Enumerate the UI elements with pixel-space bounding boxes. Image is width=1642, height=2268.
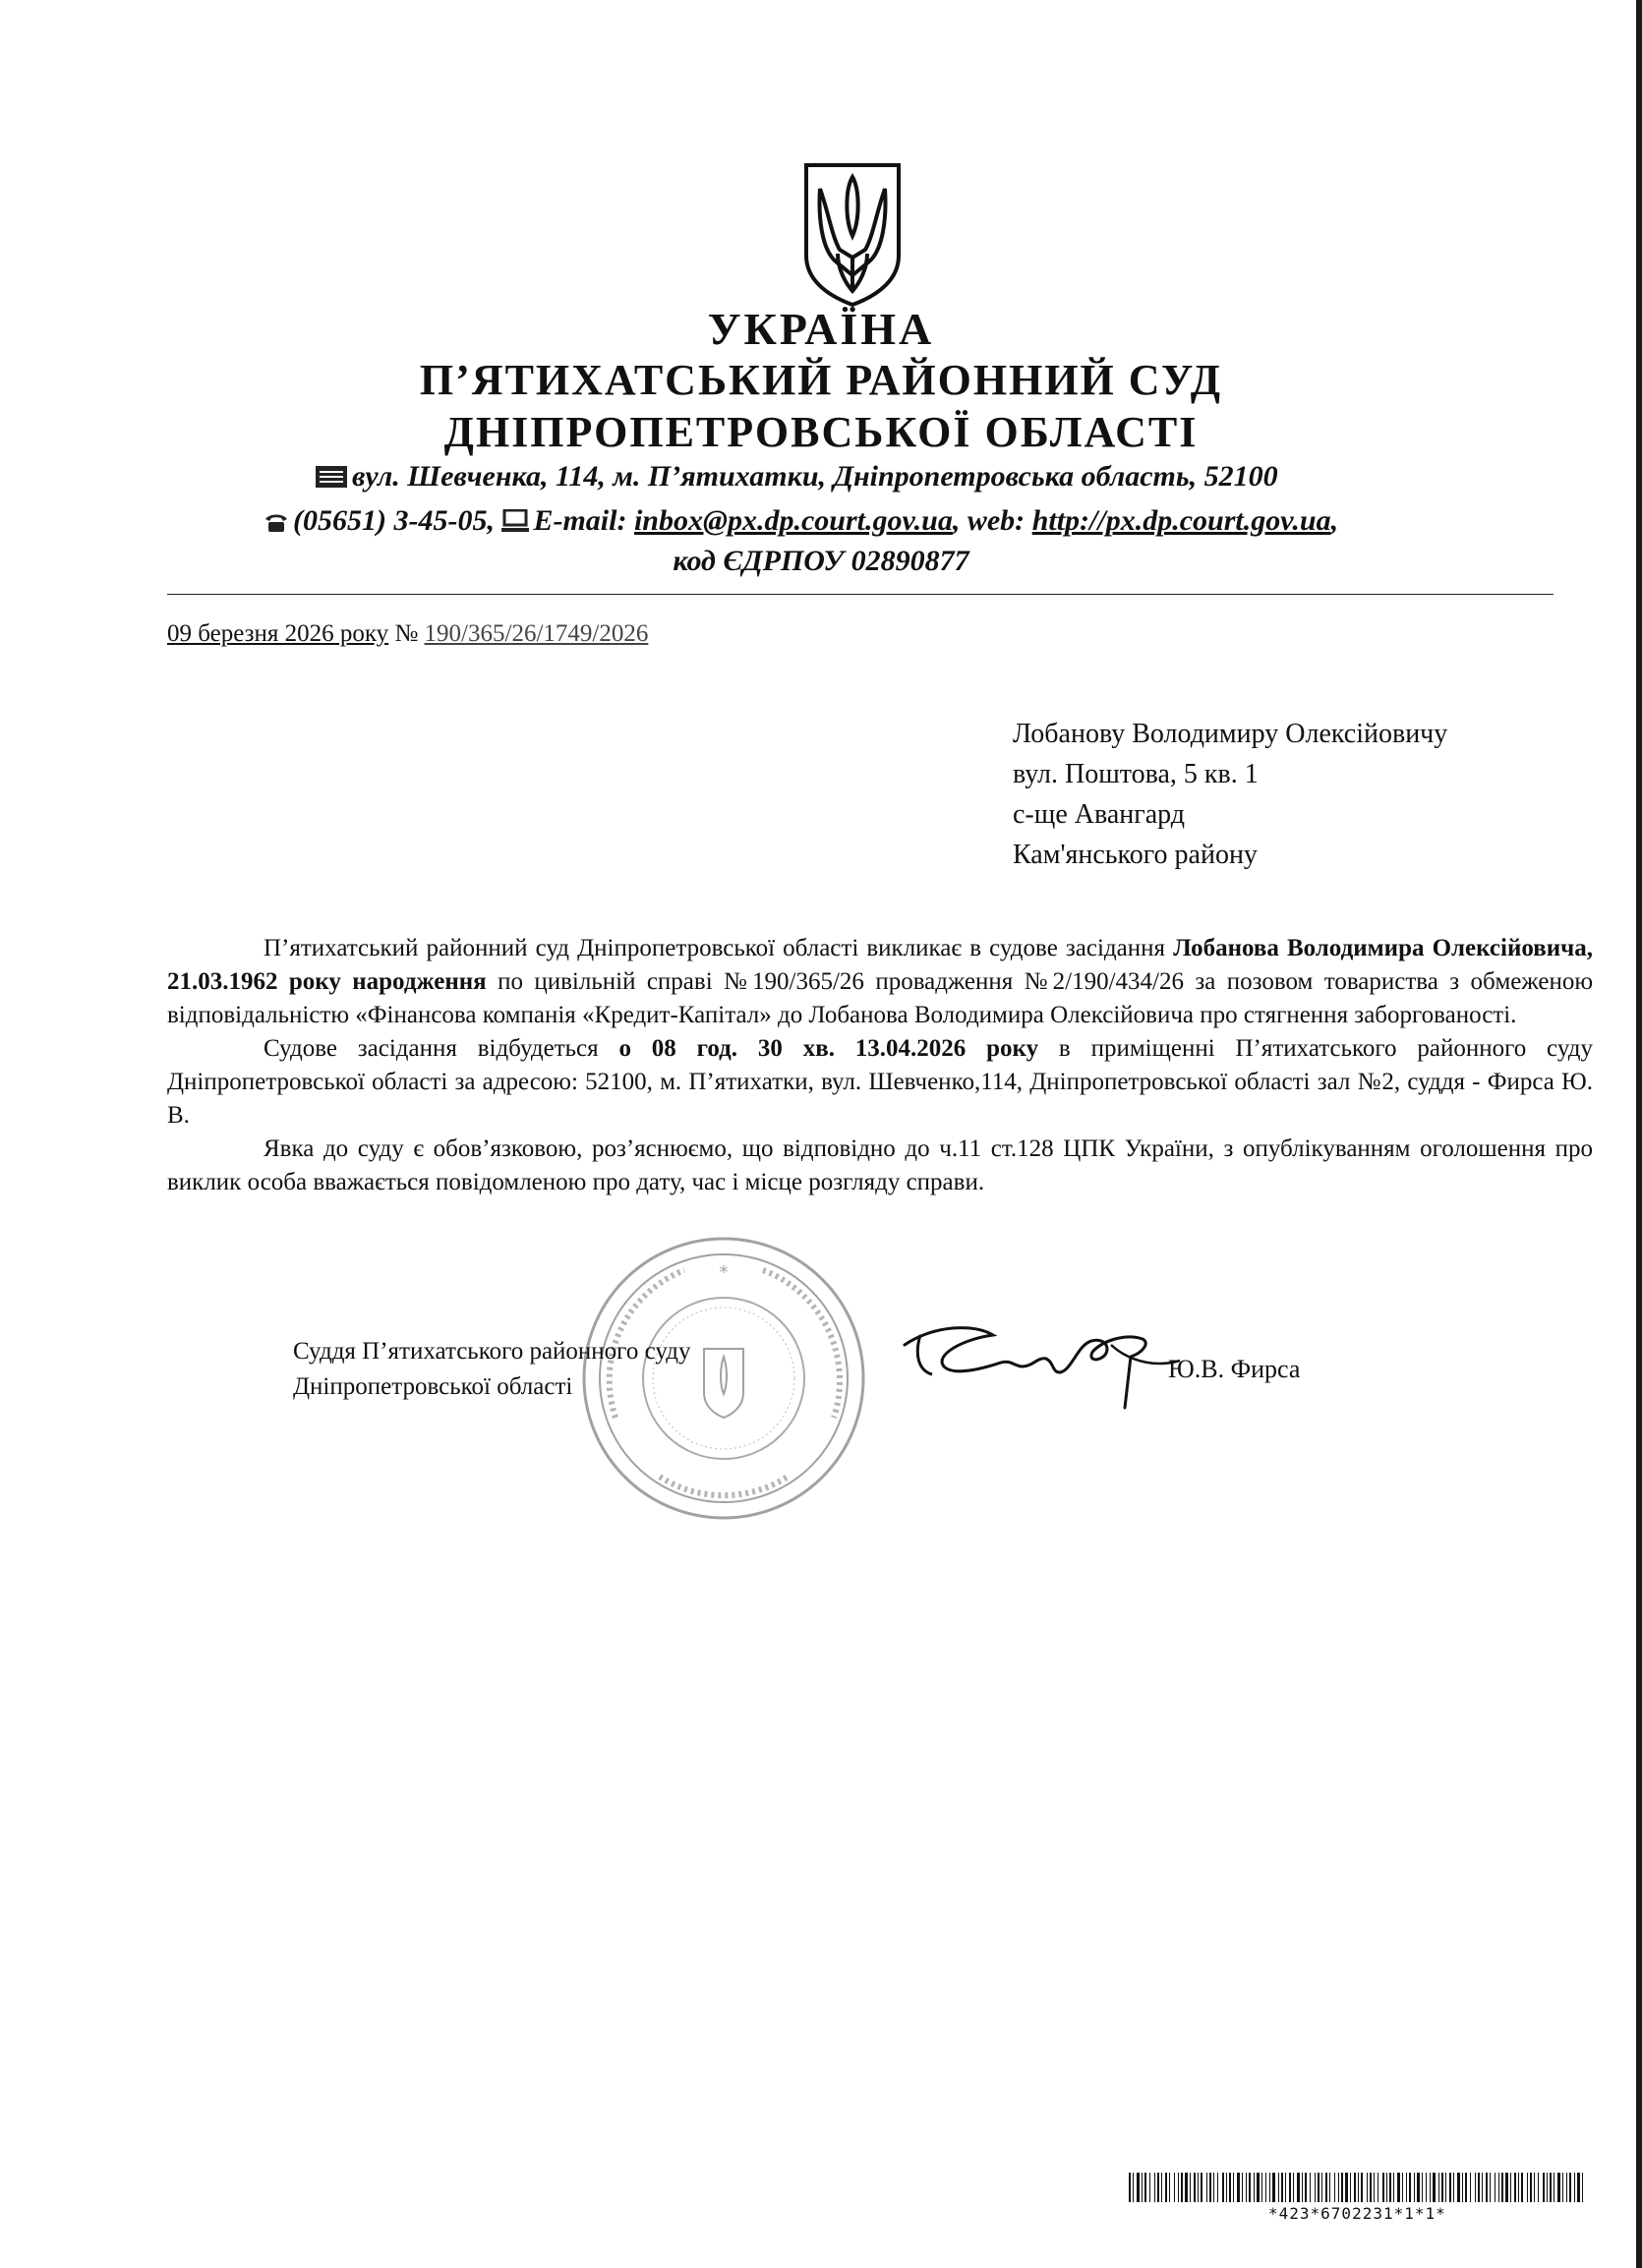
recipient-street: вул. Поштова, 5 кв. 1 [1013, 759, 1259, 789]
signatory-title [293, 1334, 690, 1405]
paragraph-summons [167, 932, 1593, 1032]
phone-icon [264, 511, 289, 533]
letter-body [167, 932, 1593, 1199]
paragraph-hearing-location: в приміщенні П’ятихатського районного суду Дніпропетровської області за адресою: 52100, м. П’ятихатки, вул. Шевченко,114, Дніпропетровської області зал №2, суддя - Фирса Ю. В. [167, 1035, 1593, 1129]
email-label: E-mail: [533, 504, 627, 537]
court-contacts [264, 506, 1338, 536]
web-link[interactable]: http://px.dp.court.gov.ua [1031, 504, 1331, 537]
recipient-district: Кам'янського району [1013, 840, 1258, 870]
web-tail: , [1330, 504, 1339, 537]
court-address [315, 462, 1278, 492]
hearing-datetime: о 08 год. 30 хв. 13.04.2026 року [618, 1035, 1039, 1062]
barcode-number: *423*6702231*1*1* [1268, 2204, 1446, 2223]
tryzub-icon [798, 159, 907, 309]
phone-number: (05651) 3-45-05, [293, 504, 495, 537]
signatory-name: Ю.В. Фирса [1168, 1355, 1301, 1383]
document-date: 09 березня 2026 року [167, 620, 389, 647]
paragraph-summons-text: П’ятихатський районний суд Дніпропетровської області викликає в судове засідання [264, 935, 1174, 961]
web-label: , web: [952, 504, 1026, 537]
court-name: П’ЯТИХАТСЬКИЙ РАЙОННИЙ СУД [419, 356, 1223, 404]
defendant-name: Лобанова Володимира Олексійовича, 21.03.1962 року народження [167, 935, 1593, 995]
signatory-title-line1: Суддя П’ятихатського районного суду [293, 1338, 691, 1365]
recipient-settlement: с-ще Авангард [1013, 799, 1186, 830]
barcode-icon [1129, 2173, 1583, 2202]
paragraph-attendance: Явка до суду є обов’язковою, роз’яснюємо, що відповідно до ч.11 ст.128 ЦПК України, з опублікуванням оголошення про виклик особа вважається повідомленою про дату, час і місце розгляду справи. [167, 1135, 1593, 1195]
paragraph-hearing-text: Судове засідання відбудеться [264, 1035, 619, 1062]
document-number: 190/365/26/1749/2026 [424, 620, 649, 647]
email-link[interactable]: inbox@px.dp.court.gov.ua [633, 504, 953, 537]
computer-icon [501, 509, 529, 533]
document-reference [167, 621, 648, 646]
svg-text:*: * [719, 1262, 729, 1283]
address-text: вул. Шевченка, 114, м. П’ятихатки, Дніпропетровська область, 52100 [352, 460, 1278, 493]
recipient-name: Лобанову Володимиру Олексійовичу [1013, 719, 1448, 749]
court-region: ДНІПРОПЕТРОВСЬКОЇ ОБЛАСТІ [443, 408, 1199, 456]
country-title: УКРАЇНА [707, 304, 935, 354]
envelope-icon [315, 465, 348, 489]
paragraph-hearing [167, 1032, 1593, 1133]
paragraph-summons-case: по цивільній справі №190/365/26 провадження №2/190/434/26 за позовом товариства з обмеженою відповідальністю «Фінансова компанія «Кредит-Капітал» до Лобанова Володимира Олексійовича про стягнення заборгованості. [167, 968, 1594, 1028]
recipient-block [1013, 714, 1447, 875]
signatory-title-line2: Дніпропетровської області [293, 1373, 573, 1400]
edrpou-code: код ЄДРПОУ 02890877 [673, 545, 969, 577]
header-divider [167, 594, 1554, 595]
document-number-prefix: № [394, 620, 419, 647]
